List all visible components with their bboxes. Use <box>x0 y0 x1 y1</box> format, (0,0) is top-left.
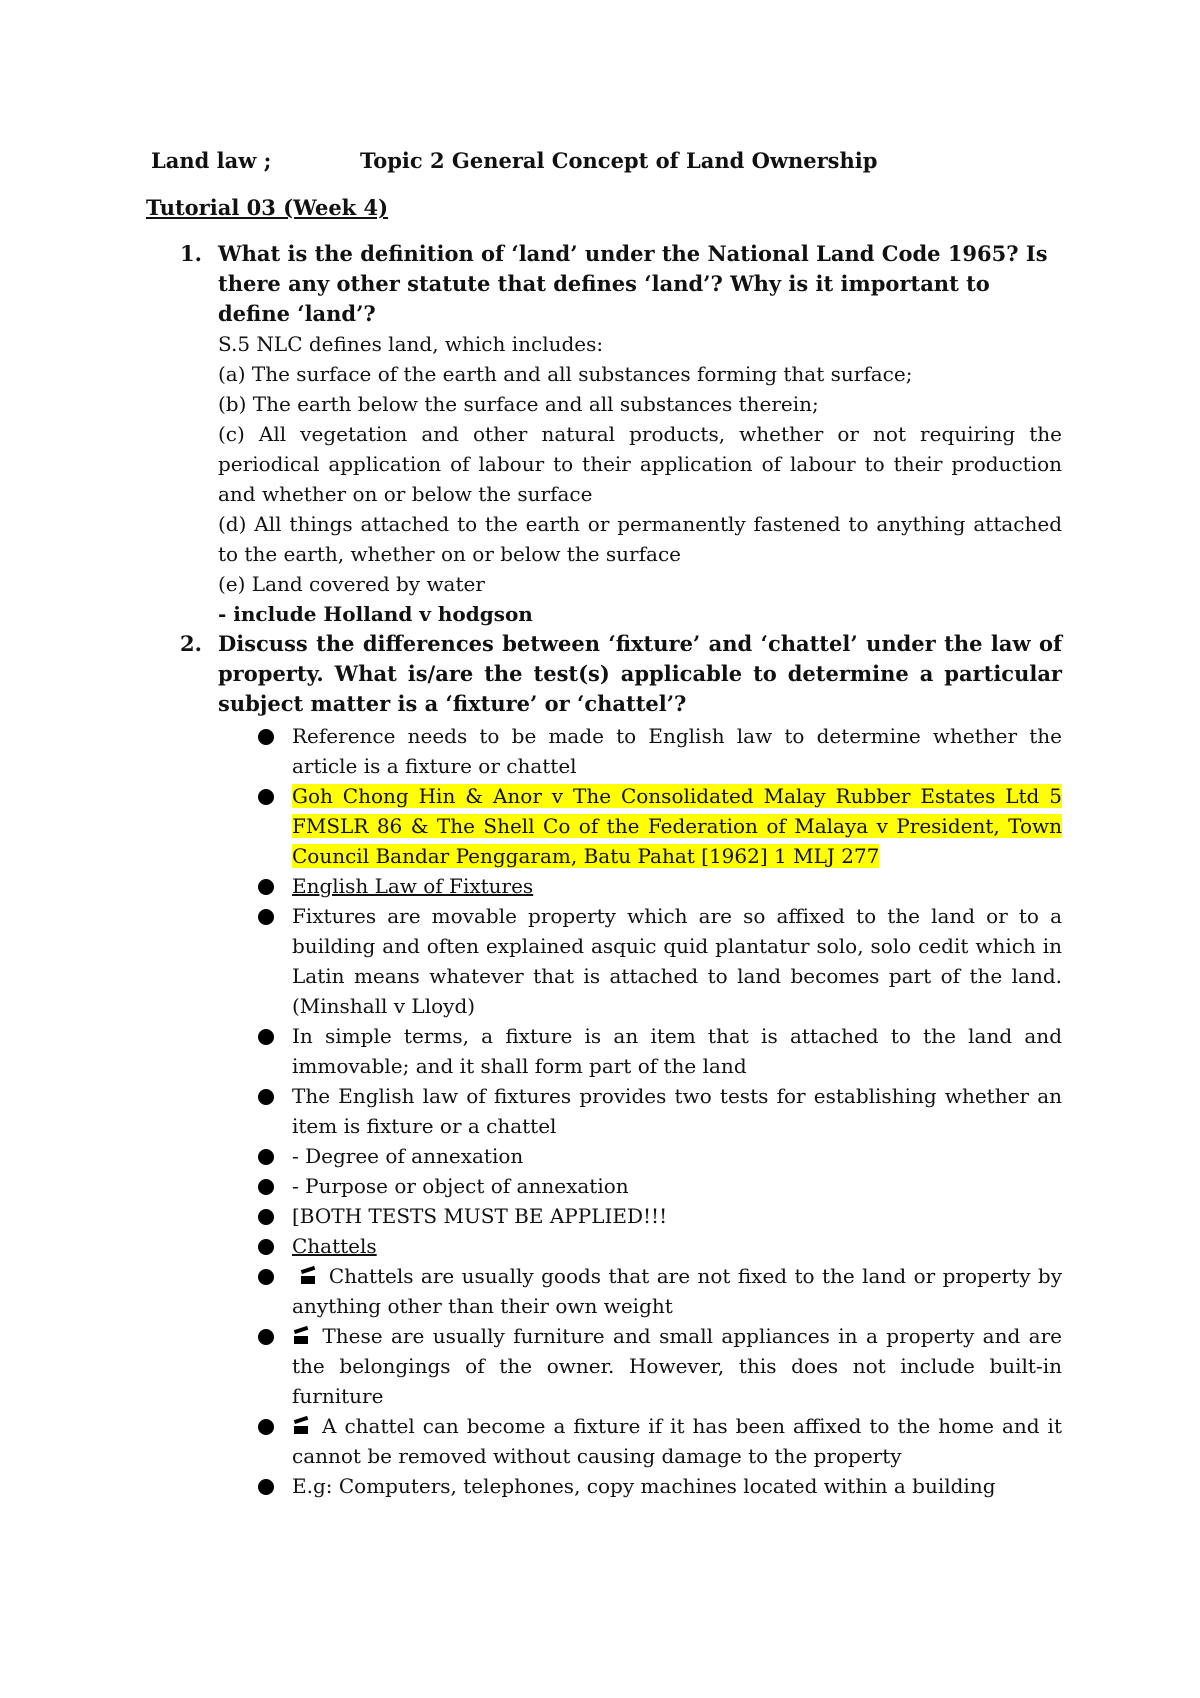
list-item: In simple terms, a fixture is an item that is attached to the land and immovable; and it shall form part of the land <box>258 1021 1062 1081</box>
list-item: E.g: Computers, telephones, copy machines located within a building <box>258 1471 1062 1501</box>
bullet-icon <box>258 1089 274 1105</box>
topic-title: Topic 2 General Concept of Land Ownership <box>360 148 878 173</box>
bullet-icon <box>258 789 274 805</box>
list-item: These are usually furniture and small appliances in a property and are the belongings of the owner. However, this does not include built-in furniture <box>258 1321 1062 1411</box>
list-item: - Degree of annexation <box>258 1141 1062 1171</box>
bullet-icon <box>258 1149 274 1165</box>
answer-line: (b) The earth below the surface and all substances therein; <box>218 392 819 416</box>
bullet-icon <box>258 1209 274 1225</box>
highlighted-case-citation: Goh Chong Hin & Anor v The Consolidated Malay Rubber Estates Ltd 5 FMSLR 86 & The Shell Co of the Federation of Malaya v President, Town Council Bandar Penggaram, Batu Pahat [1962] 1 MLJ 277 <box>292 784 1062 868</box>
question-text: What is the definition of ‘land’ under the National Land Code 1965? Is there any other statute that defines ‘land’? Why is it important to define ‘land’? <box>218 241 1048 326</box>
subheading: Chattels <box>292 1234 377 1258</box>
bullet-icon <box>258 1179 274 1195</box>
list-item <box>258 871 1062 901</box>
list-item: - Purpose or object of annexation <box>258 1171 1062 1201</box>
bullet-icon <box>258 1029 274 1045</box>
question-2 <box>180 629 1062 719</box>
bullet-icon <box>258 879 274 895</box>
bullet-icon <box>258 1329 274 1345</box>
bullet-icon <box>258 1269 274 1285</box>
question-body <box>218 629 1062 719</box>
bullet-icon <box>258 1479 274 1495</box>
document-header <box>151 146 877 176</box>
list-item: Reference needs to be made to English law to determine whether the article is a fixture or chattel <box>258 721 1062 781</box>
list-item: Fixtures are movable property which are so affixed to the land or to a building and often explained asquic quid plantatur solo, solo cedit which in Latin means whatever that is attached to land becomes part of the land. (Minshall v Lloyd) <box>258 901 1062 1021</box>
subheading: English Law of Fixtures <box>292 874 534 898</box>
question-body <box>218 239 1062 629</box>
list-item <box>258 781 1062 871</box>
bullet-icon <box>258 729 274 745</box>
list-item: Chattels are usually goods that are not fixed to the land or property by anything other than their own weight <box>258 1261 1062 1321</box>
bullet-icon <box>258 1239 274 1255</box>
answer-bullet-list <box>258 721 1062 1501</box>
question-1 <box>180 239 1062 629</box>
clapperboard-icon <box>301 1270 317 1284</box>
answer-line: (e) Land covered by water <box>218 572 485 596</box>
tutorial-heading: Tutorial 03 (Week 4) <box>146 195 389 220</box>
list-item <box>258 1231 1062 1261</box>
bullet-icon <box>258 909 274 925</box>
question-number: 2. <box>180 631 202 656</box>
answer-line: (a) The surface of the earth and all substances forming that surface; <box>218 362 913 386</box>
list-item: A chattel can become a fixture if it has been affixed to the home and it cannot be removed without causing damage to the property <box>258 1411 1062 1471</box>
bullet-icon <box>258 1419 274 1435</box>
list-item: [BOTH TESTS MUST BE APPLIED!!! <box>258 1201 1062 1231</box>
list-item: The English law of fixtures provides two tests for establishing whether an item is fixture or a chattel <box>258 1081 1062 1141</box>
answer-line: S.5 NLC defines land, which includes: <box>218 332 604 356</box>
question-number: 1. <box>180 241 202 266</box>
question-text: Discuss the differences between ‘fixture’ and ‘chattel’ under the law of property. What is/are the test(s) applicable to determine a particular subject matter is a ‘fixture’ or ‘chattel’? <box>218 631 1062 716</box>
clapperboard-icon <box>294 1420 310 1434</box>
course-title: Land law ; <box>151 148 272 173</box>
answer-note: - include Holland v hodgson <box>218 602 533 626</box>
answer-line: (c) All vegetation and other natural products, whether or not requiring the periodical application of labour to their application of labour to their production and whether on or below the surface <box>218 422 1062 506</box>
clapperboard-icon <box>294 1330 310 1344</box>
answer-line: (d) All things attached to the earth or permanently fastened to anything attached to the earth, whether on or below the surface <box>218 512 1062 566</box>
